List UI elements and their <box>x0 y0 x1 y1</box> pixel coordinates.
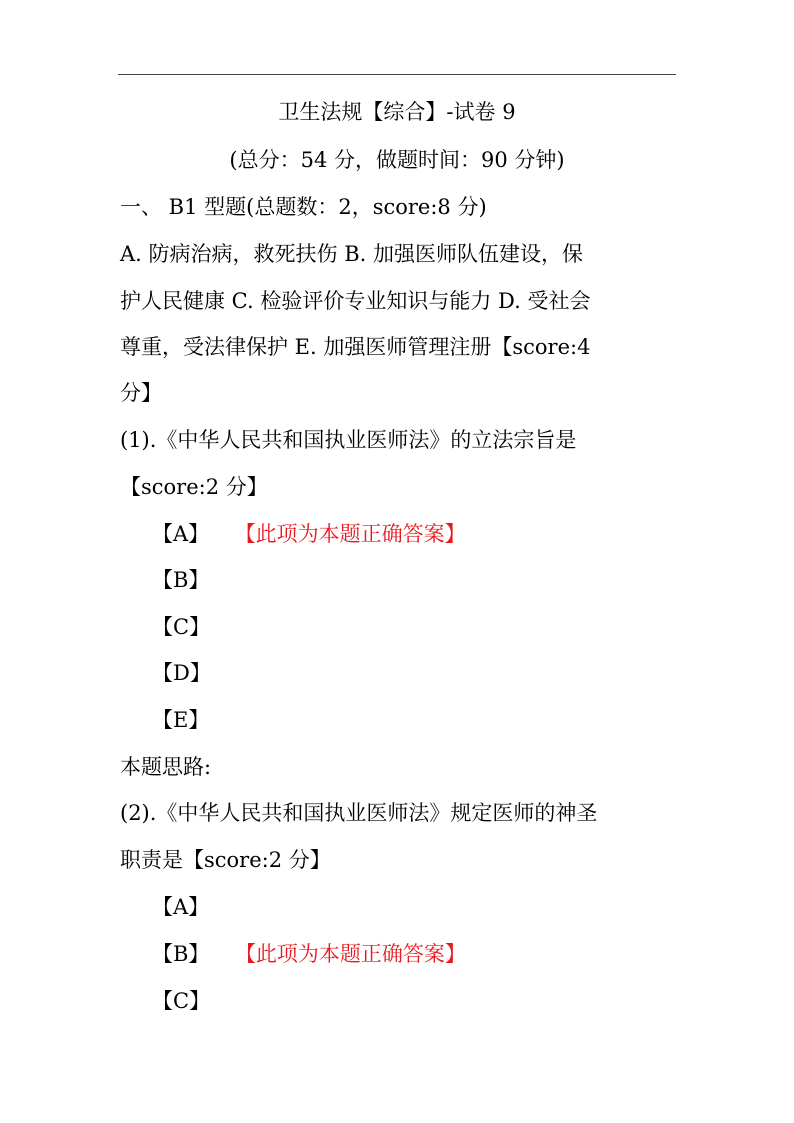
question-1-prompt-line-1: (1).《中华人民共和国执业医师法》的立法宗旨是 <box>120 428 577 452</box>
correct-answer-marker: 【此项为本题正确答案】 <box>245 942 466 966</box>
question-2-prompt-line-2: 职责是【score:2 分】 <box>120 848 331 872</box>
question-1-option-c: 【C】 <box>152 615 211 639</box>
option-label: 【A】 <box>152 522 210 546</box>
option-label: 【B】 <box>152 942 210 966</box>
section-heading: 一、 B1 型题(总题数：2，score:8 分) <box>120 195 487 219</box>
correct-answer-marker: 【此项为本题正确答案】 <box>245 522 466 546</box>
top-divider <box>118 74 676 75</box>
question-2-option-a: 【A】 <box>152 895 210 919</box>
question-1-analysis-label: 本题思路: <box>120 755 212 779</box>
question-2-option-b <box>152 940 466 968</box>
stem-line-2: 护人民健康 C. 检验评价专业知识与能力 D. 受社会 <box>120 289 591 313</box>
question-1-prompt-line-2: 【score:2 分】 <box>120 475 268 499</box>
question-1-option-b: 【B】 <box>152 568 210 592</box>
exam-info: (总分：54 分，做题时间：90 分钟) <box>229 148 565 172</box>
question-1-option-a <box>152 520 466 548</box>
question-2-option-c: 【C】 <box>152 989 211 1013</box>
stem-line-3: 尊重，受法律保护 E. 加强医师管理注册【score:4 <box>120 335 591 359</box>
question-1-option-e: 【E】 <box>152 708 210 732</box>
question-2-prompt-line-1: (2).《中华人民共和国执业医师法》规定医师的神圣 <box>120 801 598 825</box>
stem-line-1: A. 防病治病，救死扶伤 B. 加强医师队伍建设，保 <box>120 242 583 266</box>
question-1-option-d: 【D】 <box>152 661 211 685</box>
page-title: 卫生法规【综合】-试卷 9 <box>278 100 516 124</box>
stem-line-4: 分】 <box>120 381 162 405</box>
